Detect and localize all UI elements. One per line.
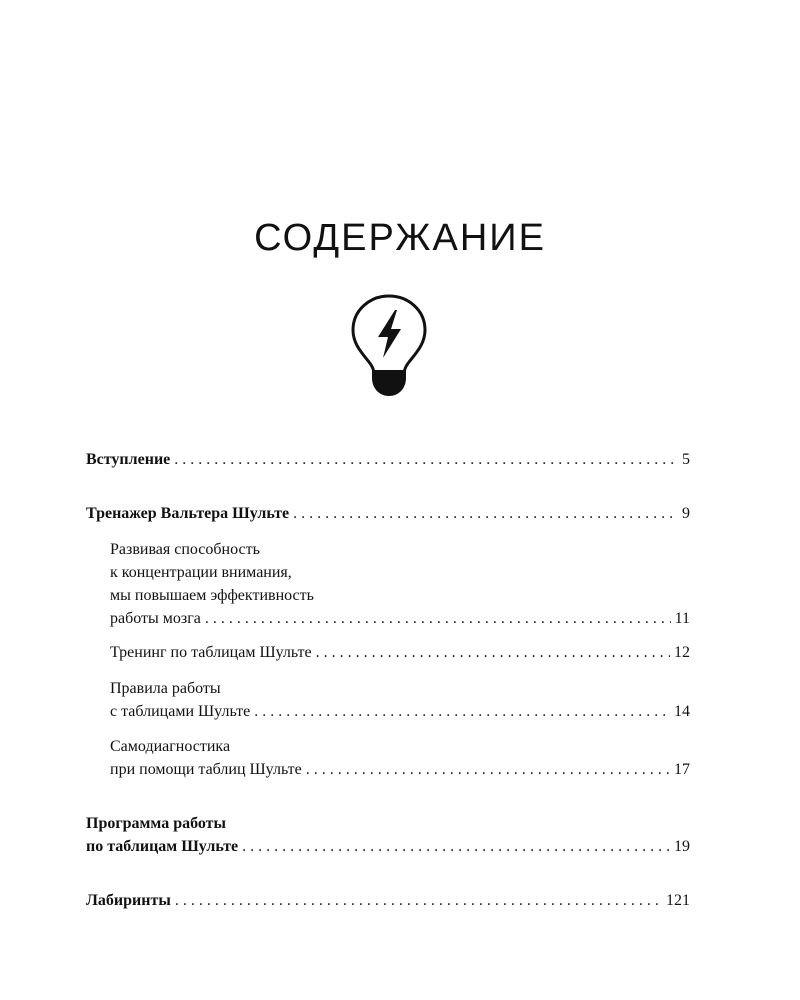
toc-label: при помощи таблиц Шульте bbox=[110, 761, 302, 778]
toc-label: Лабиринты bbox=[86, 892, 171, 909]
leader-dots bbox=[254, 700, 670, 723]
toc-label-line: Правила работы bbox=[110, 680, 221, 697]
toc-page-number: 9 bbox=[682, 505, 690, 522]
toc-label: Тренинг по таблицам Шульте bbox=[110, 644, 312, 661]
leader-dots bbox=[242, 835, 670, 858]
toc-page-number: 19 bbox=[674, 838, 690, 855]
toc-label: с таблицами Шульте bbox=[110, 703, 251, 720]
toc-page-number: 12 bbox=[674, 644, 690, 661]
toc-page-number: 11 bbox=[674, 610, 690, 627]
toc-entry-trainer[interactable] bbox=[86, 502, 690, 525]
toc-label-line: Развивая способность bbox=[110, 541, 260, 558]
toc-label: Тренажер Вальтера Шульте bbox=[86, 505, 290, 522]
toc-label: по таблицам Шульте bbox=[86, 838, 239, 855]
leader-dots bbox=[306, 758, 670, 781]
toc-entry-rules[interactable] bbox=[110, 677, 690, 723]
toc-label: работы мозга bbox=[110, 610, 201, 627]
toc-entry-program[interactable] bbox=[86, 812, 690, 858]
toc-entry-training[interactable] bbox=[110, 641, 690, 664]
toc-entry-concentration[interactable] bbox=[110, 538, 690, 630]
leader-dots bbox=[175, 889, 662, 912]
toc-label-line: Программа работы bbox=[86, 815, 227, 832]
toc-label-line: Самодиагностика bbox=[110, 738, 231, 755]
leader-dots bbox=[293, 502, 678, 525]
toc-page-number: 17 bbox=[674, 761, 690, 778]
toc-page-number: 14 bbox=[674, 703, 690, 720]
toc-page-number: 5 bbox=[682, 451, 690, 468]
toc-label-line: к концентрации внимания, bbox=[110, 564, 292, 581]
leader-dots bbox=[316, 641, 670, 664]
leader-dots bbox=[174, 448, 678, 471]
page-title: СОДЕРЖАНИЕ bbox=[254, 217, 546, 259]
toc-label: Вступление bbox=[86, 451, 171, 468]
toc-label-line: мы повышаем эффективность bbox=[110, 587, 314, 604]
toc-entry-intro[interactable] bbox=[86, 448, 690, 471]
toc-entry-selfdiagnostics[interactable] bbox=[110, 735, 690, 781]
toc-entry-labyrinths[interactable] bbox=[86, 889, 690, 912]
toc-page-number: 121 bbox=[666, 892, 690, 909]
leader-dots bbox=[205, 607, 671, 630]
